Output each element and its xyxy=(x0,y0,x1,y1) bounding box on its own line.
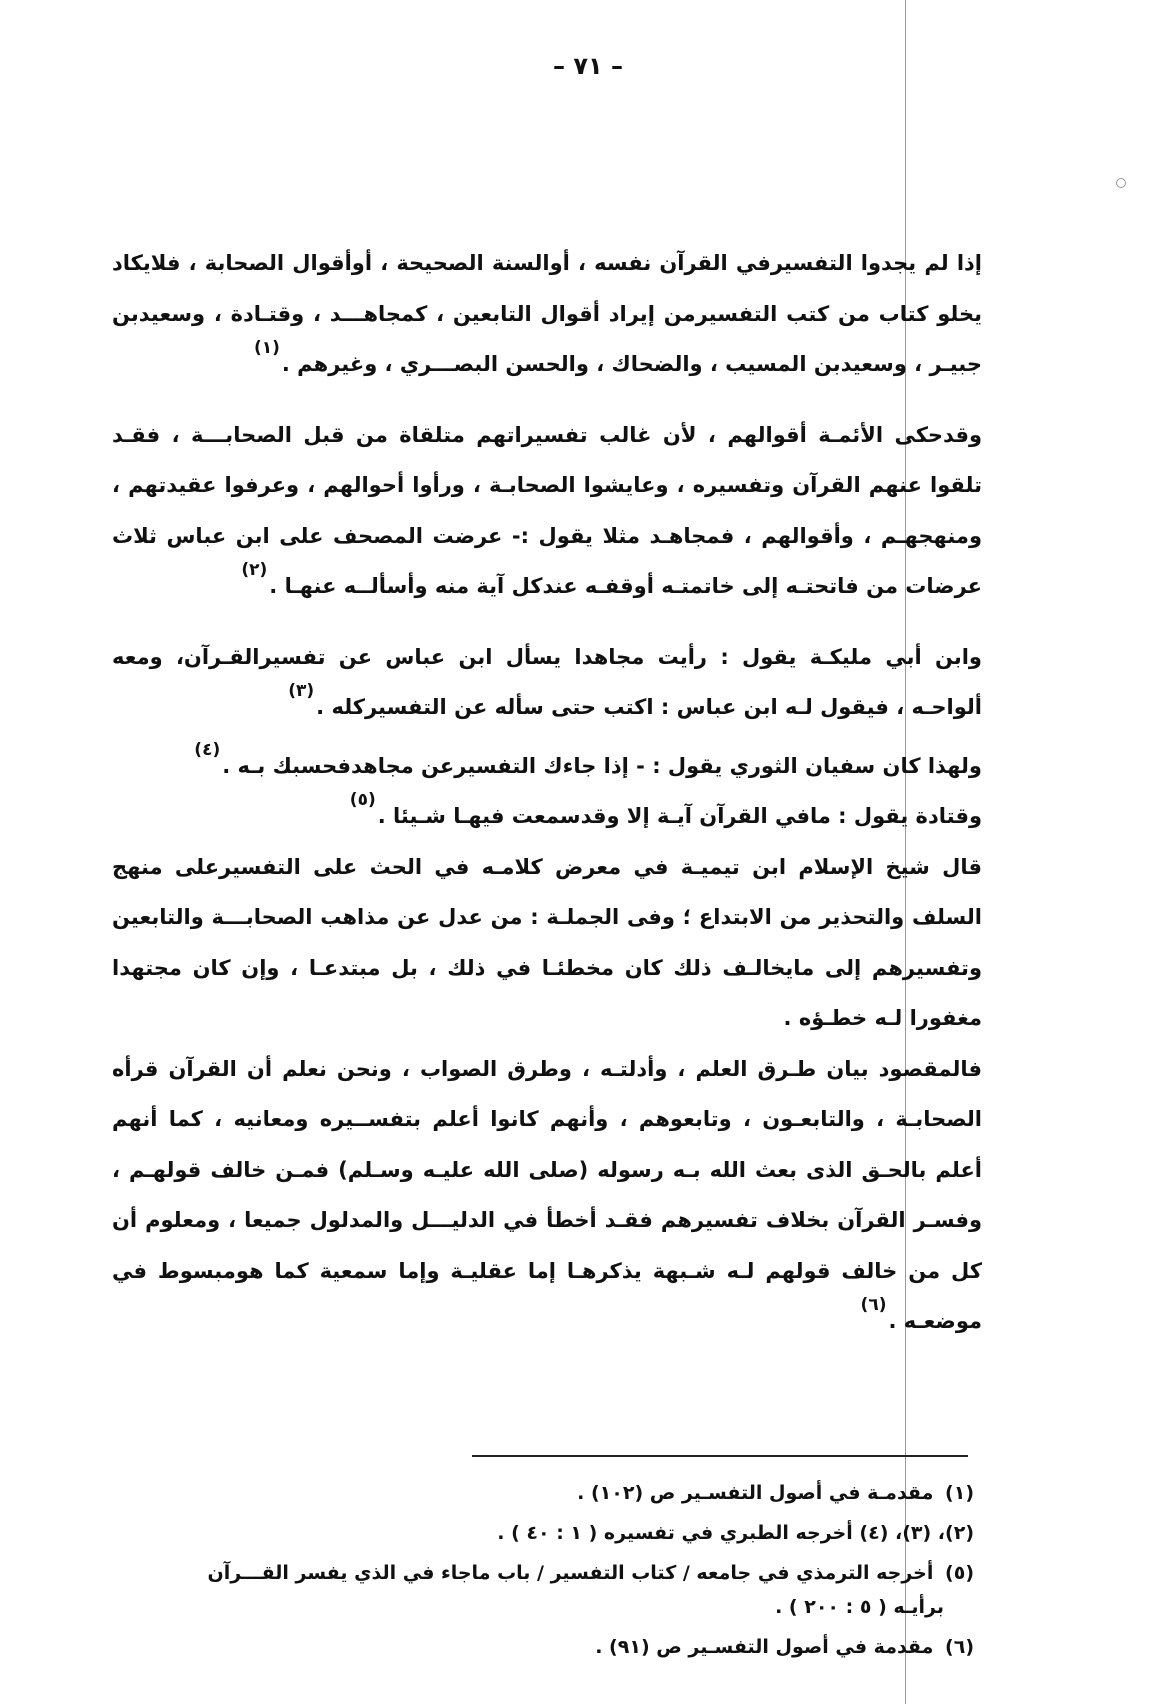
paragraph-text: وابن أبي مليكـة يقول : رأيت مجاهدا يسأل ابن عباس عن تفسيرالقـرآن، ومعه ألواحـه ، فيقول لـه ابن عباس : اكتب حتى سأله عن التفسيركله . xyxy=(112,644,982,719)
footnote-number: (٥) xyxy=(945,1562,974,1584)
paragraph-7 xyxy=(112,1044,982,1347)
footnote-3 xyxy=(112,1556,974,1590)
footnote-text: مقدمة في أصول التفسـير ص (٩١) . xyxy=(595,1636,934,1658)
footnote-number: (٦) xyxy=(945,1636,974,1658)
margin-mark xyxy=(1116,178,1126,188)
footnote-number: (٢)، (٣)، (٤) xyxy=(859,1522,974,1544)
footnote-separator xyxy=(472,1455,968,1457)
paragraph-1 xyxy=(112,238,982,390)
paragraph-text: إذا لم يجدوا التفسيرفي القرآن نفسه ، أوالسنة الصحيحة ، أوأقوال الصحابة ، فلايكاد يخلو كتاب من كتب التفسيرمن إيراد أقوال التابعين ، كمجاهـــد ، وقتـادة ، وسعيدبن جبيـر ، وسعيدبن المسيب ، والضحاك ، والحسن البصـــري ، وغيرهم . xyxy=(112,251,982,376)
footnote-text: مقدمـة في أصول التفسـير ص (١٠٢) . xyxy=(577,1482,934,1504)
footnote-4 xyxy=(112,1630,974,1664)
paragraph-text: وقدحكى الأئمـة أقوالهم ، لأن غالب تفسيراتهم متلقاة من قبل الصحابـــة ، فقـد تلقوا عنهم القرآن وتفسيره ، وعايشوا الصحابـة ، ورأوا أحوالهم ، وعرفوا عقيدتهم ، ومنهجهـم ، وأقوالهم ، فمجاهـد مثلا يقول :- عرضت المصحف على ابن عباس ثلاث عرضات من فاتحتـه إلى خاتمتـه أوقفـه عندكل آية منه وأسألــه عنهـا . xyxy=(112,422,982,598)
paragraph-text: ولهذا كان سفيان الثوري يقول : - إذا جاءك التفسيرعن مجاهدفحسبك بـه . xyxy=(222,753,982,778)
main-text xyxy=(112,238,982,1347)
page-number: – ٧١ – xyxy=(552,52,623,80)
footnote-2 xyxy=(112,1516,974,1550)
footnote-text: أخرجه الطبري في تفسيره ( ١ : ٤٠ ) . xyxy=(497,1522,853,1544)
footnote-text: أخرجه الترمذي في جامعه / كتاب التفسير / باب ماجاء في الذي يفسر القـــرآن xyxy=(207,1562,934,1584)
footnote-1 xyxy=(112,1476,974,1510)
footnotes xyxy=(112,1476,974,1670)
paragraph-3 xyxy=(112,632,982,733)
footnote-text: برأيـه ( ٥ : ٢٠٠ ) . xyxy=(775,1596,944,1618)
footnote-number: (١) xyxy=(945,1482,974,1504)
paragraph-5 xyxy=(112,791,982,842)
paragraph-6 xyxy=(112,842,982,1044)
footnote-3-continuation xyxy=(112,1590,974,1624)
footnote-ref: (٣) xyxy=(288,681,315,701)
footnote-ref: (٤) xyxy=(194,739,221,760)
footnote-ref: (١) xyxy=(253,338,280,358)
paragraph-text: وقتادة يقول : مافي القرآن آيـة إلا وقدسمعت فيهـا شـيئا . xyxy=(377,804,982,828)
footnote-ref: (٥) xyxy=(349,790,376,810)
paragraph-4 xyxy=(112,741,982,792)
paragraph-2 xyxy=(112,410,982,612)
footnote-ref: (٢) xyxy=(241,560,268,580)
footnote-ref: (٦) xyxy=(860,1295,887,1315)
paragraph-text: فالمقصود بيان طـرق العلم ، وأدلتـه ، وطرق الصواب ، ونحن نعلم أن القرآن قرأه الصحابـة ، والتابعـون ، وتابعوهم ، وأنهم كانوا أعلم بتفســيره ومعانيه ، كما أنهم أعلم بالحـق الذى بعث الله بـه رسوله (صلى الله عليـه وسـلم) فمـن خالف قولهـم ، وفسـر القرآن بخلاف تفسيرهم فقـد أخطأ في الدليـــل والمدلول جميعا ، ومعلوم أن كل من خالف قولهم لـه شـبهة يذكرهـا إما عقليـة وإما سمعية كما هومبسوط في موضعـه . xyxy=(112,1056,982,1333)
paragraph-text: قال شيخ الإسلام ابن تيميـة في معرض كلامـه في الحث على التفسيرعلى منهج السلف والتحذير من الابتداع ؛ وفى الجملـة : من عدل عن مذاهب الصحابـــة والتابعين وتفسيرهم إلى مايخالـف ذلك كان مخطئـا في ذلك ، بل مبتدعـا ، وإن كان مجتهدا مغفورا لـه خطـؤه . xyxy=(112,854,982,1030)
